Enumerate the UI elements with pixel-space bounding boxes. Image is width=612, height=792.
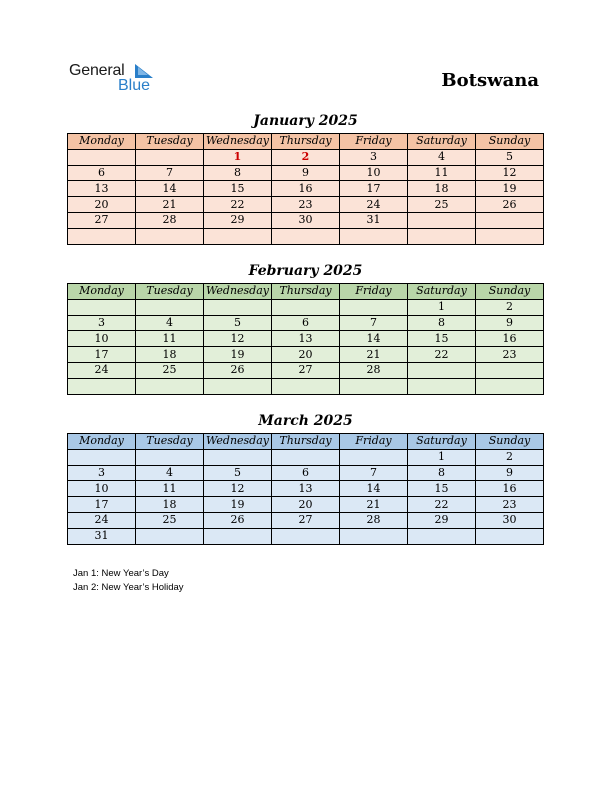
- day-cell: [136, 378, 204, 394]
- weekday-header-row: [68, 284, 544, 300]
- weekday-header: Monday: [68, 284, 136, 300]
- day-cell: [272, 449, 340, 465]
- day-cell: 26: [204, 512, 272, 528]
- day-cell: [340, 528, 408, 544]
- weekday-header: Wednesday: [204, 284, 272, 300]
- day-cell: 4: [136, 465, 204, 481]
- day-cell: 21: [340, 497, 408, 513]
- month-calendar-feb: [67, 262, 544, 395]
- weekday-header: Monday: [68, 434, 136, 450]
- day-cell: 22: [408, 497, 476, 513]
- day-cell: 1: [408, 449, 476, 465]
- day-cell: 12: [204, 331, 272, 347]
- day-cell: [340, 449, 408, 465]
- week-row: [68, 299, 544, 315]
- weekday-header-row: [68, 134, 544, 150]
- week-row: [68, 512, 544, 528]
- day-cell: 5: [204, 465, 272, 481]
- weekday-header: Sunday: [476, 134, 544, 150]
- weekday-header: Monday: [68, 134, 136, 150]
- week-row: [68, 347, 544, 363]
- weekday-header: Saturday: [408, 434, 476, 450]
- day-cell: [340, 299, 408, 315]
- weekday-header: Friday: [340, 284, 408, 300]
- day-cell: [204, 299, 272, 315]
- week-row: [68, 212, 544, 228]
- day-cell: 7: [340, 465, 408, 481]
- day-cell: 21: [340, 347, 408, 363]
- day-cell: 15: [408, 331, 476, 347]
- day-cell: 7: [136, 165, 204, 181]
- logo-word-general: General: [69, 62, 125, 79]
- day-cell: 10: [68, 331, 136, 347]
- day-cell: [408, 228, 476, 244]
- day-cell: [136, 228, 204, 244]
- week-row: [68, 465, 544, 481]
- day-cell: 26: [476, 197, 544, 213]
- day-cell: 14: [340, 331, 408, 347]
- week-row: [68, 378, 544, 394]
- day-cell: [68, 378, 136, 394]
- day-cell: 9: [476, 315, 544, 331]
- day-cell: 12: [476, 165, 544, 181]
- calendar-grid: [67, 133, 544, 245]
- day-cell: 18: [408, 181, 476, 197]
- day-cell: 23: [272, 197, 340, 213]
- day-cell: 18: [136, 497, 204, 513]
- week-row: [68, 481, 544, 497]
- month-title: March 2025: [258, 413, 353, 429]
- day-cell: 9: [476, 465, 544, 481]
- day-cell: 1: [408, 299, 476, 315]
- day-cell: [204, 449, 272, 465]
- weekday-header: Thursday: [272, 434, 340, 450]
- day-cell: 9: [272, 165, 340, 181]
- calendar-grid: [67, 433, 544, 545]
- day-cell: 20: [272, 347, 340, 363]
- day-cell: 5: [204, 315, 272, 331]
- day-cell: 16: [476, 481, 544, 497]
- day-cell: [476, 212, 544, 228]
- week-row: [68, 315, 544, 331]
- day-cell: 6: [272, 465, 340, 481]
- day-cell: 13: [68, 181, 136, 197]
- day-cell: 22: [408, 347, 476, 363]
- day-cell: 22: [204, 197, 272, 213]
- weekday-header: Thursday: [272, 284, 340, 300]
- day-cell: [204, 228, 272, 244]
- weekday-header: Saturday: [408, 284, 476, 300]
- week-row: [68, 362, 544, 378]
- week-row: [68, 528, 544, 544]
- day-cell: [476, 228, 544, 244]
- day-cell: [340, 228, 408, 244]
- day-cell: 28: [136, 212, 204, 228]
- logo: [69, 62, 169, 96]
- day-cell: [136, 528, 204, 544]
- day-cell: 11: [136, 481, 204, 497]
- day-cell: 4: [408, 149, 476, 165]
- day-cell: 24: [68, 512, 136, 528]
- day-cell: 2: [272, 149, 340, 165]
- day-cell: 2: [476, 449, 544, 465]
- day-cell: [136, 149, 204, 165]
- day-cell: 2: [476, 299, 544, 315]
- day-cell: 24: [340, 197, 408, 213]
- week-row: [68, 449, 544, 465]
- day-cell: 18: [136, 347, 204, 363]
- day-cell: 19: [204, 497, 272, 513]
- day-cell: 29: [204, 212, 272, 228]
- day-cell: 25: [136, 362, 204, 378]
- day-cell: [68, 299, 136, 315]
- day-cell: [408, 378, 476, 394]
- day-cell: 25: [408, 197, 476, 213]
- day-cell: [408, 528, 476, 544]
- day-cell: 17: [340, 181, 408, 197]
- day-cell: 6: [272, 315, 340, 331]
- logo-word-blue: Blue: [118, 77, 151, 94]
- weekday-header-row: [68, 434, 544, 450]
- day-cell: 13: [272, 481, 340, 497]
- week-row: [68, 149, 544, 165]
- holiday-note: Jan 1: New Year’s Day: [73, 568, 169, 579]
- weekday-header: Friday: [340, 134, 408, 150]
- day-cell: 15: [408, 481, 476, 497]
- day-cell: [476, 528, 544, 544]
- day-cell: 29: [408, 512, 476, 528]
- day-cell: 28: [340, 362, 408, 378]
- week-row: [68, 497, 544, 513]
- day-cell: 10: [340, 165, 408, 181]
- day-cell: [408, 212, 476, 228]
- day-cell: 1: [204, 149, 272, 165]
- day-cell: [204, 528, 272, 544]
- day-cell: [476, 362, 544, 378]
- week-row: [68, 228, 544, 244]
- calendar-grid: [67, 283, 544, 395]
- week-row: [68, 197, 544, 213]
- country-title: Botswana: [441, 70, 539, 91]
- weekday-header: Sunday: [476, 434, 544, 450]
- day-cell: 6: [68, 165, 136, 181]
- day-cell: [136, 299, 204, 315]
- day-cell: 8: [204, 165, 272, 181]
- day-cell: 16: [272, 181, 340, 197]
- day-cell: [68, 149, 136, 165]
- day-cell: 15: [204, 181, 272, 197]
- weekday-header: Sunday: [476, 284, 544, 300]
- day-cell: 24: [68, 362, 136, 378]
- day-cell: [204, 378, 272, 394]
- day-cell: 19: [476, 181, 544, 197]
- day-cell: 30: [476, 512, 544, 528]
- day-cell: 21: [136, 197, 204, 213]
- day-cell: 12: [204, 481, 272, 497]
- month-calendar-mar: [67, 412, 544, 545]
- day-cell: 11: [136, 331, 204, 347]
- day-cell: 3: [68, 315, 136, 331]
- day-cell: 31: [68, 528, 136, 544]
- month-calendar-jan: [67, 112, 544, 245]
- day-cell: [476, 378, 544, 394]
- weekday-header: Tuesday: [136, 284, 204, 300]
- day-cell: [68, 228, 136, 244]
- weekday-header: Tuesday: [136, 434, 204, 450]
- day-cell: 14: [340, 481, 408, 497]
- day-cell: 8: [408, 315, 476, 331]
- day-cell: 13: [272, 331, 340, 347]
- day-cell: 3: [68, 465, 136, 481]
- day-cell: 27: [272, 512, 340, 528]
- day-cell: 23: [476, 347, 544, 363]
- day-cell: 20: [272, 497, 340, 513]
- weekday-header: Friday: [340, 434, 408, 450]
- day-cell: [136, 449, 204, 465]
- flag-icon: [135, 64, 153, 78]
- day-cell: 10: [68, 481, 136, 497]
- day-cell: 25: [136, 512, 204, 528]
- week-row: [68, 181, 544, 197]
- day-cell: 4: [136, 315, 204, 331]
- day-cell: 8: [408, 465, 476, 481]
- day-cell: [272, 528, 340, 544]
- day-cell: 26: [204, 362, 272, 378]
- day-cell: 31: [340, 212, 408, 228]
- week-row: [68, 165, 544, 181]
- weekday-header: Saturday: [408, 134, 476, 150]
- day-cell: [272, 378, 340, 394]
- holiday-notes: [73, 567, 184, 595]
- week-row: [68, 331, 544, 347]
- day-cell: 19: [204, 347, 272, 363]
- day-cell: [272, 228, 340, 244]
- day-cell: 7: [340, 315, 408, 331]
- day-cell: 27: [272, 362, 340, 378]
- day-cell: 30: [272, 212, 340, 228]
- day-cell: 20: [68, 197, 136, 213]
- day-cell: 11: [408, 165, 476, 181]
- weekday-header: Tuesday: [136, 134, 204, 150]
- month-title: January 2025: [253, 113, 358, 129]
- weekday-header: Thursday: [272, 134, 340, 150]
- holiday-note: Jan 2: New Year’s Holiday: [73, 582, 184, 593]
- weekday-header: Wednesday: [204, 134, 272, 150]
- day-cell: [272, 299, 340, 315]
- day-cell: 14: [136, 181, 204, 197]
- day-cell: 17: [68, 347, 136, 363]
- weekday-header: Wednesday: [204, 434, 272, 450]
- day-cell: [68, 449, 136, 465]
- day-cell: 27: [68, 212, 136, 228]
- day-cell: 17: [68, 497, 136, 513]
- day-cell: 5: [476, 149, 544, 165]
- month-title: February 2025: [248, 263, 363, 279]
- day-cell: 3: [340, 149, 408, 165]
- day-cell: [408, 362, 476, 378]
- day-cell: [340, 378, 408, 394]
- day-cell: 16: [476, 331, 544, 347]
- day-cell: 23: [476, 497, 544, 513]
- day-cell: 28: [340, 512, 408, 528]
